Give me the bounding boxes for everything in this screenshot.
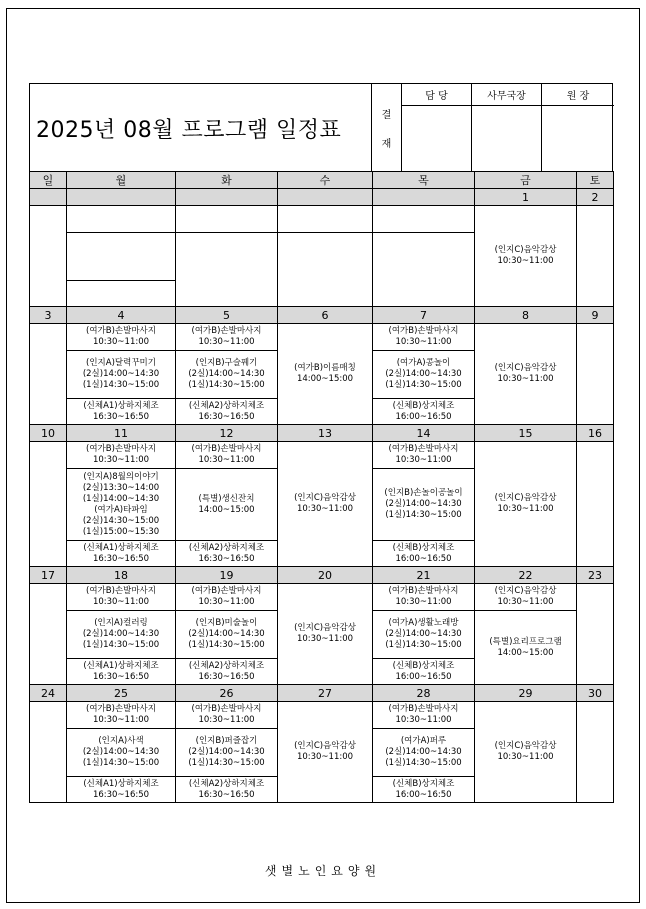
date-cell: 3 — [30, 307, 67, 324]
approval-label-director: 원 장 — [542, 84, 614, 106]
date-cell: 8 — [475, 307, 577, 324]
day-cell-empty — [30, 584, 67, 685]
program-cell: (여가B)손발마사지 10:30~11:00 — [67, 584, 176, 611]
approval-jae: 재 — [381, 139, 392, 150]
program-cell: (신체B)상지체조 16:00~16:50 — [373, 541, 475, 567]
date-cell: 10 — [30, 425, 67, 442]
date-cell: 9 — [577, 307, 614, 324]
approval-label-staff: 담 당 — [402, 84, 471, 106]
date-cell: 22 — [475, 567, 577, 584]
weekday-thu: 목 — [373, 172, 475, 189]
date-cell — [278, 189, 373, 206]
day-cell-empty — [577, 206, 614, 307]
week-date-row — [30, 685, 614, 702]
date-cell: 20 — [278, 567, 373, 584]
date-cell: 30 — [577, 685, 614, 702]
date-cell: 2 — [577, 189, 614, 206]
program-cell: (여가B)손발마사지 10:30~11:00 — [67, 442, 176, 469]
program-cell-empty — [176, 233, 278, 307]
program-cell: (인지C)음악감상 10:30~11:00 — [278, 442, 373, 567]
program-cell: (여가B)손발마사지 10:30~11:00 — [373, 442, 475, 469]
date-cell: 26 — [176, 685, 278, 702]
date-cell: 12 — [176, 425, 278, 442]
program-cell: (인지B)구슬꿰기 (2실)14:00~14:30 (1실)14:30~15:00 — [176, 351, 278, 399]
program-cell: (인지C)음악감상 10:30~11:00 — [475, 442, 577, 567]
program-cell: (신체B)상지체조 16:00~16:50 — [373, 659, 475, 685]
day-cell-empty — [577, 324, 614, 425]
weekday-sun: 일 — [30, 172, 67, 189]
date-cell: 5 — [176, 307, 278, 324]
date-cell: 25 — [67, 685, 176, 702]
weekday-tue: 화 — [176, 172, 278, 189]
program-cell: (인지A)달력꾸미기 (2실)14:00~14:30 (1실)14:30~15:00 — [67, 351, 176, 399]
week-date-row — [30, 189, 614, 206]
program-cell: (여가B)손발마사지 10:30~11:00 — [67, 702, 176, 729]
day-cell-empty — [30, 206, 67, 307]
day-cell-empty — [577, 702, 614, 803]
date-cell: 18 — [67, 567, 176, 584]
date-cell: 23 — [577, 567, 614, 584]
program-cell: (인지C)음악감상 10:30~11:00 — [278, 702, 373, 803]
weekday-mon: 월 — [67, 172, 176, 189]
weekday-fri: 금 — [475, 172, 577, 189]
program-cell-empty — [67, 206, 176, 233]
program-cell: (특별)요리프로그램 14:00~15:00 — [475, 611, 577, 685]
weekday-sat: 토 — [577, 172, 614, 189]
date-cell — [30, 189, 67, 206]
program-cell: (인지B)미술놀이 (2실)14:00~14:30 (1실)14:30~15:00 — [176, 611, 278, 659]
approval-box-manager — [472, 84, 542, 172]
approval-label — [372, 84, 402, 172]
approval-label-manager: 사무국장 — [472, 84, 541, 106]
date-cell — [67, 189, 176, 206]
program-cell-empty — [373, 206, 475, 233]
program-cell-empty — [373, 233, 475, 307]
program-cell: (신체A2)상하지체조 16:30~16:50 — [176, 541, 278, 567]
date-cell — [176, 189, 278, 206]
week-date-row — [30, 425, 614, 442]
program-cell: (신체A2)상하지체조 16:30~16:50 — [176, 777, 278, 803]
facility-name: 샛별노인요양원 — [264, 864, 382, 878]
program-cell: (신체A1)상하지체조 16:30~16:50 — [67, 777, 176, 803]
program-cell-empty — [176, 206, 278, 233]
program-cell: (신체A1)상하지체조 16:30~16:50 — [67, 659, 176, 685]
header — [29, 83, 613, 171]
program-cell: (여가B)손발마사지 10:30~11:00 — [373, 324, 475, 351]
program-cell: (여가B)손발마사지 10:30~11:00 — [176, 584, 278, 611]
day-cell-empty — [577, 442, 614, 567]
calendar-table — [29, 171, 614, 803]
program-cell-empty — [67, 281, 176, 307]
program-cell: (여가A)콩놀이 (2실)14:00~14:30 (1실)14:30~15:00 — [373, 351, 475, 399]
program-cell: (여가B)이름매칭 14:00~15:00 — [278, 324, 373, 425]
program-cell: (인지B)퍼즐잡기 (2실)14:00~14:30 (1실)14:30~15:00 — [176, 729, 278, 777]
approval-box-staff — [402, 84, 472, 172]
date-cell: 27 — [278, 685, 373, 702]
date-cell — [373, 189, 475, 206]
program-cell: (여가A)생활노래방 (2실)14:00~14:30 (1실)14:30~15:00 — [373, 611, 475, 659]
date-cell: 6 — [278, 307, 373, 324]
day-cell-empty — [577, 584, 614, 685]
program-cell: (인지C)음악감상 10:30~11:00 — [475, 702, 577, 803]
program-cell: (신체A2)상하지체조 16:30~16:50 — [176, 659, 278, 685]
program-cell: (인지A)사색 (2실)14:00~14:30 (1실)14:30~15:00 — [67, 729, 176, 777]
date-cell: 1 — [475, 189, 577, 206]
date-cell: 7 — [373, 307, 475, 324]
program-cell: (여가B)손발마사지 10:30~11:00 — [176, 442, 278, 469]
page-title: 2025년 08월 프로그램 일정표 — [30, 84, 372, 172]
week-date-row — [30, 567, 614, 584]
date-cell: 19 — [176, 567, 278, 584]
program-cell: (인지C)음악감상 10:30~11:00 — [475, 206, 577, 307]
program-cell: (신체A1)상하지체조 16:30~16:50 — [67, 399, 176, 425]
date-cell: 13 — [278, 425, 373, 442]
date-cell: 16 — [577, 425, 614, 442]
date-cell: 14 — [373, 425, 475, 442]
program-cell: (인지B)손놀이공놀이 (2실)14:00~14:30 (1실)14:30~15:00 — [373, 469, 475, 541]
program-cell: (여가B)손발마사지 10:30~11:00 — [373, 702, 475, 729]
program-cell: (신체B)상지체조 16:00~16:50 — [373, 399, 475, 425]
weekday-header — [30, 172, 614, 189]
weekday-wed: 수 — [278, 172, 373, 189]
program-cell: (인지C)음악감상 10:30~11:00 — [278, 584, 373, 685]
day-cell-empty — [30, 442, 67, 567]
program-cell-empty — [278, 206, 373, 233]
approval-gyeol: 결 — [381, 110, 392, 121]
approval-box-director — [542, 84, 614, 172]
date-cell: 15 — [475, 425, 577, 442]
date-cell: 24 — [30, 685, 67, 702]
program-cell: (신체A2)상하지체조 16:30~16:50 — [176, 399, 278, 425]
day-cell-empty — [30, 324, 67, 425]
program-cell-empty — [67, 233, 176, 281]
date-cell: 11 — [67, 425, 176, 442]
date-cell: 17 — [30, 567, 67, 584]
date-cell: 28 — [373, 685, 475, 702]
date-cell: 29 — [475, 685, 577, 702]
date-cell: 4 — [67, 307, 176, 324]
week-date-row — [30, 307, 614, 324]
program-cell: (여가B)손발마사지 10:30~11:00 — [373, 584, 475, 611]
program-cell: (인지A)8월의이야기 (2실)13:30~14:00 (1실)14:00~14:30 (여가A)타파임 (2실)14:30~15:00 (1실)15:00~15:30 — [67, 469, 176, 541]
program-cell: (여가B)손발마사지 10:30~11:00 — [67, 324, 176, 351]
program-cell: (여가B)손발마사지 10:30~11:00 — [176, 702, 278, 729]
program-cell: (신체A1)상하지체조 16:30~16:50 — [67, 541, 176, 567]
program-cell: (인지C)음악감상 10:30~11:00 — [475, 584, 577, 611]
program-cell: (인지A)컬러링 (2실)14:00~14:30 (1실)14:30~15:00 — [67, 611, 176, 659]
program-cell: (신체B)상지체조 16:00~16:50 — [373, 777, 475, 803]
day-cell-empty — [30, 702, 67, 803]
program-cell-empty — [278, 233, 373, 307]
program-cell: (특별)생신잔치 14:00~15:00 — [176, 469, 278, 541]
date-cell: 21 — [373, 567, 475, 584]
program-cell: (여가B)손발마사지 10:30~11:00 — [176, 324, 278, 351]
program-cell: (여가A)퍼루 (2실)14:00~14:30 (1실)14:30~15:00 — [373, 729, 475, 777]
program-cell: (인지C)음악감상 10:30~11:00 — [475, 324, 577, 425]
